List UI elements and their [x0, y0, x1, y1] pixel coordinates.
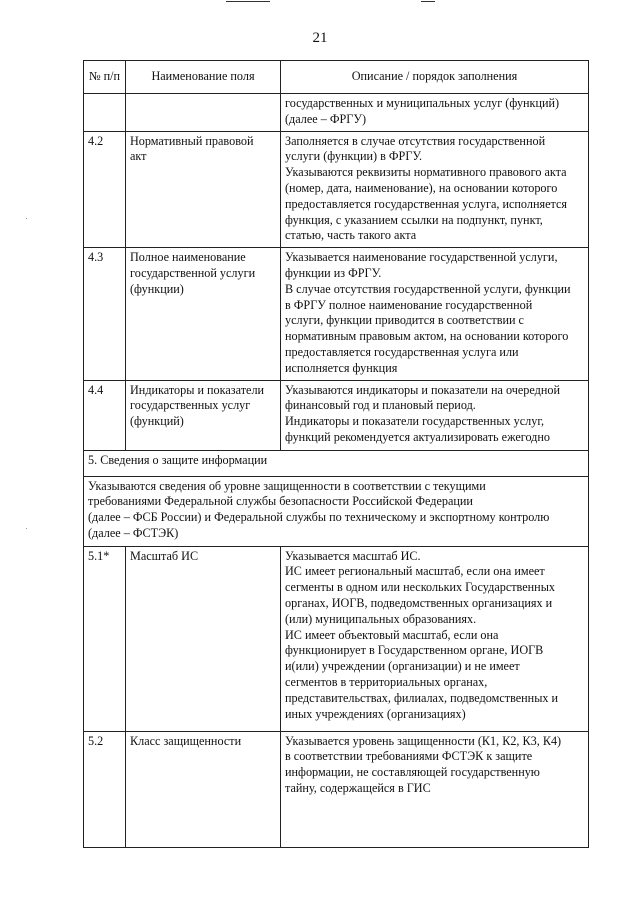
table-row	[84, 131, 589, 248]
desc-line: тайну, содержащейся в ГИС	[285, 780, 431, 795]
table-row	[84, 248, 589, 380]
cell-number: 4.2	[84, 131, 126, 248]
cell-description	[281, 248, 589, 380]
desc-line: сегментов в территориальных органах,	[285, 674, 488, 689]
desc-line: сегменты в одном или нескольких Государственных	[285, 580, 555, 595]
header-description: Описание / порядок заполнения	[281, 61, 589, 94]
desc-line: представительствах, филиалах, подведомственных и	[285, 690, 559, 705]
cell-field	[126, 380, 281, 450]
page-number: 21	[312, 30, 328, 46]
cell-description	[281, 94, 589, 132]
field-line: государственной услуги	[130, 265, 256, 280]
field-line: Нормативный правовой	[130, 133, 254, 148]
desc-line: Индикаторы и показатели государственных услуг,	[285, 414, 545, 429]
note-line: требованиями Федеральной службы безопасности Российской Федерации	[88, 494, 473, 509]
desc-line: услуги (функции) в ФРГУ.	[285, 149, 423, 164]
scan-speck	[26, 528, 27, 529]
table-row	[84, 546, 589, 731]
desc-line: (далее – ФРГУ)	[285, 111, 367, 126]
desc-line: Заполняется в случае отсутствия государственной	[285, 133, 546, 148]
desc-line: Указывается масштаб ИС.	[285, 548, 421, 563]
field-line: Индикаторы и показатели	[130, 382, 265, 397]
cell-number: 4.4	[84, 380, 126, 450]
field-line: (функций)	[130, 414, 184, 429]
header-field-name: Наименование поля	[126, 61, 281, 94]
desc-line: статью, часть такого акта	[285, 228, 417, 243]
desc-line: ИС имеет объектовый масштаб, если она	[285, 627, 499, 642]
desc-line: в соответствии требованиями ФСТЭК к защите	[285, 749, 533, 764]
desc-line: (или) муниципальных образованиях.	[285, 611, 477, 626]
cell-description	[281, 546, 589, 731]
desc-line: Указывается наименование государственной услуги,	[285, 250, 558, 265]
table-row	[84, 731, 589, 847]
section-title: 5. Сведения о защите информации	[84, 450, 589, 476]
desc-line: предоставляется государственная услуга, исполняется	[285, 196, 567, 211]
table-row-continuation	[84, 94, 589, 132]
cell-description	[281, 731, 589, 847]
cell-number: 5.2	[84, 731, 126, 847]
desc-line: нормативным правовым актом, на основании которого	[285, 329, 569, 344]
cell-number: 5.1*	[84, 546, 126, 731]
desc-line: в ФРГУ полное наименование государственной	[285, 297, 533, 312]
desc-line: функционирует в Государственном органе, ИОГВ	[285, 643, 544, 658]
desc-line: В случае отсутствия государственной услуги, функции	[285, 281, 571, 296]
desc-line: государственных и муниципальных услуг (функций)	[285, 96, 560, 110]
note-line: (далее – ФСБ России) и Федеральной службы по техническому и экспортному контролю	[88, 510, 550, 525]
desc-line: финансовый год и плановый период.	[285, 398, 476, 413]
cell-description	[281, 380, 589, 450]
desc-line: иных учреждениях (организациях)	[285, 706, 466, 721]
cell-number	[84, 94, 126, 132]
desc-line: исполняется функция	[285, 360, 398, 375]
desc-line: функция, с указанием ссылки на подпункт, пункт,	[285, 212, 543, 227]
header-number: № п/п	[84, 61, 126, 94]
scan-speck	[26, 218, 27, 219]
note-line: (далее – ФСТЭК)	[88, 525, 179, 540]
desc-line: и(или) учреждении (организации) и не имеет	[285, 659, 520, 674]
desc-line: Указываются индикаторы и показатели на очередной	[285, 382, 560, 397]
desc-line: функции из ФРГУ.	[285, 265, 382, 280]
note-line: Указываются сведения об уровне защищенности в соответствии с текущими	[88, 478, 486, 493]
desc-line: органах, ИОГВ, подведомственных организациях и	[285, 595, 553, 610]
desc-line: предоставляется государственная услуга или	[285, 344, 519, 359]
desc-line: Указываются реквизиты нормативного правового акта	[285, 165, 567, 180]
desc-line: услуги, функции приводится в соответствии с	[285, 313, 524, 328]
desc-line: Указывается уровень защищенности (К1, К2, К3, К4)	[285, 733, 562, 748]
section-note	[84, 476, 589, 546]
cell-field	[126, 94, 281, 132]
field-line: акт	[130, 149, 147, 164]
desc-line: (номер, дата, наименование), на основании которого	[285, 180, 558, 195]
desc-line: функций рекомендуется актуализировать ежегодно	[285, 429, 550, 444]
field-line: (функции)	[130, 281, 184, 296]
top-edge-marks	[0, 0, 640, 6]
section-note-row	[84, 476, 589, 546]
desc-line: ИС имеет региональный масштаб, если она имеет	[285, 564, 545, 579]
cell-description	[281, 131, 589, 248]
cell-field: Масштаб ИС	[126, 546, 281, 731]
field-line: Полное наименование	[130, 250, 246, 265]
table-header-row	[84, 61, 589, 94]
desc-line: информации, не составляющей государственную	[285, 765, 540, 780]
cell-number: 4.3	[84, 248, 126, 380]
cell-field	[126, 131, 281, 248]
document-table	[83, 60, 589, 848]
section-title-row	[84, 450, 589, 476]
field-line: государственных услуг	[130, 398, 251, 413]
table-row	[84, 380, 589, 450]
cell-field	[126, 248, 281, 380]
cell-field: Класс защищенности	[126, 731, 281, 847]
